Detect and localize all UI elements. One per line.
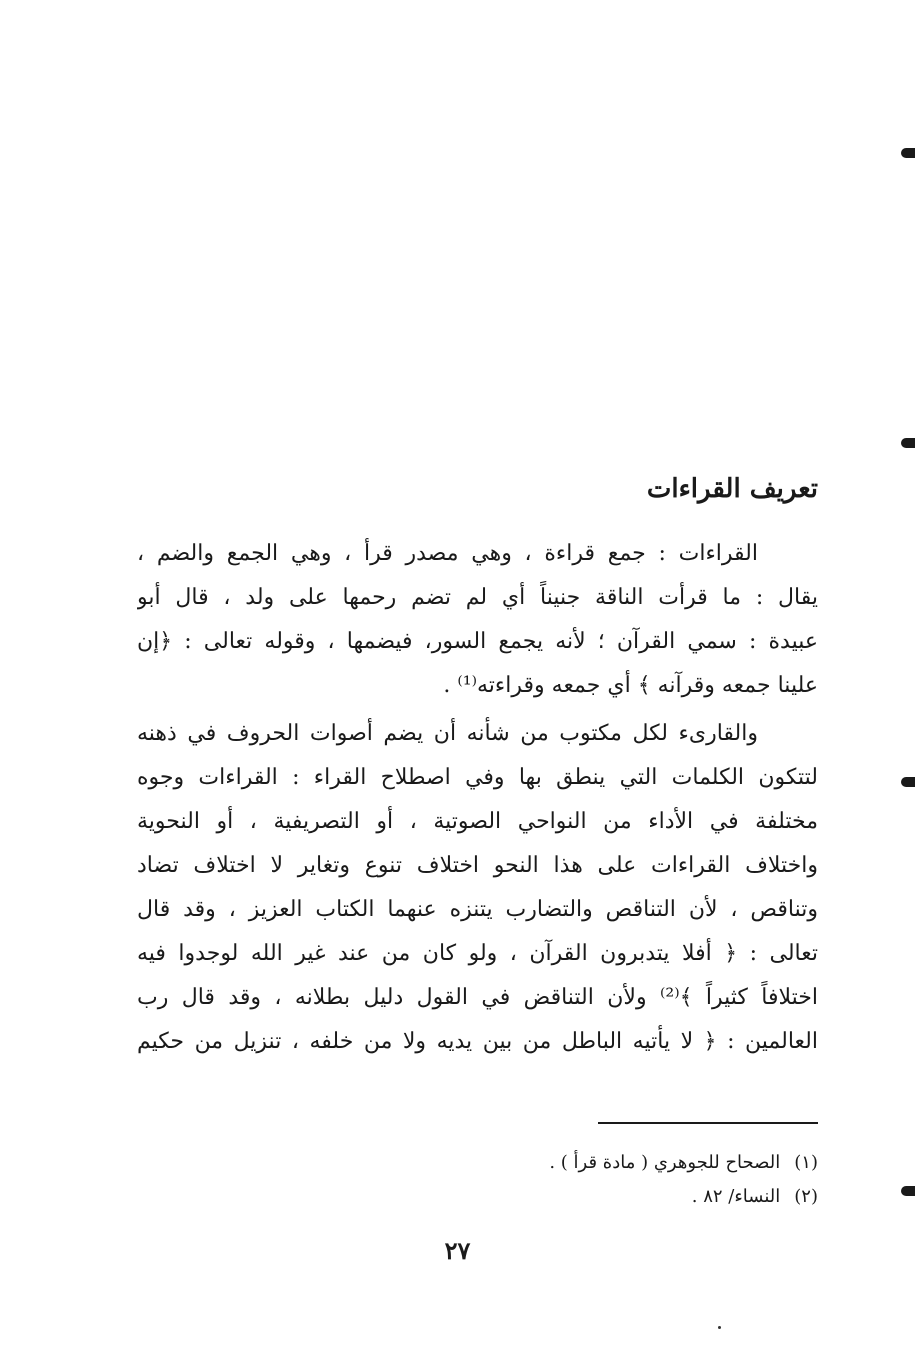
margin-mark <box>901 148 915 158</box>
page-number: ٢٧ <box>444 1236 471 1265</box>
footnote-number: (٢) <box>794 1186 818 1207</box>
text-line: القراءات : جمع قراءة ، وهي مصدر قرأ ، وهي الجمع والضم ، <box>137 541 758 566</box>
footnotes <box>318 1146 818 1214</box>
paragraph-terminology <box>137 712 818 1064</box>
footnote-text: النساء/ ٨٢ . <box>691 1186 781 1207</box>
footnote-1 <box>318 1146 818 1180</box>
section-heading: تعريف القراءات <box>646 474 818 504</box>
footnote-text: الصحاح للجوهري ( مادة قرأ ) . <box>549 1152 781 1173</box>
text-line: مختلفة في الأداء من النواحي الصوتية ، أو التصريفية ، أو النحوية <box>137 809 818 834</box>
margin-mark <box>901 777 915 787</box>
footnote-divider <box>598 1122 818 1124</box>
paragraph-definition <box>137 532 818 708</box>
text-line: تعالى : ﴿ أفلا يتدبرون القرآن ، ولو كان من عند غير الله لوجدوا فيه <box>137 941 818 966</box>
text-line: واختلاف القراءات على هذا النحو اختلاف تنوع وتغاير لا اختلاف تضاد <box>137 853 818 878</box>
footnote-number: (١) <box>794 1152 818 1173</box>
scan-speck <box>718 1326 721 1329</box>
footnote-2 <box>318 1180 818 1214</box>
text-line: لتتكون الكلمات التي ينطق بها وفي اصطلاح القراء : القراءات وجوه <box>137 765 818 790</box>
text-line: علينا جمعه وقرآنه ﴾ أي جمعه وقراءته⁽¹⁾ . <box>443 673 818 698</box>
text-line: والقارىء لكل مكتوب من شأنه أن يضم أصوات الحروف في ذهنه <box>137 721 758 746</box>
text-line: اختلافاً كثيراً ﴾⁽²⁾ ولأن التناقض في القول دليل بطلانه ، وقد قال رب <box>137 985 818 1010</box>
text-line: وتناقص ، لأن التناقص والتضارب يتنزه عنهما الكتاب العزيز ، وقد قال <box>137 897 818 922</box>
text-line: العالمين : ﴿ لا يأتيه الباطل من بين يديه ولا من خلفه ، تنزيل من حكيم <box>137 1029 818 1054</box>
text-line: عبيدة : سمي القرآن ؛ لأنه يجمع السور، فيضمها ، وقوله تعالى : ﴿إن <box>137 629 818 654</box>
text-line: يقال : ما قرأت الناقة جنيناً أي لم تضم رحمها على ولد ، قال أبو <box>137 585 818 610</box>
margin-mark <box>901 438 915 448</box>
margin-mark <box>901 1186 915 1196</box>
